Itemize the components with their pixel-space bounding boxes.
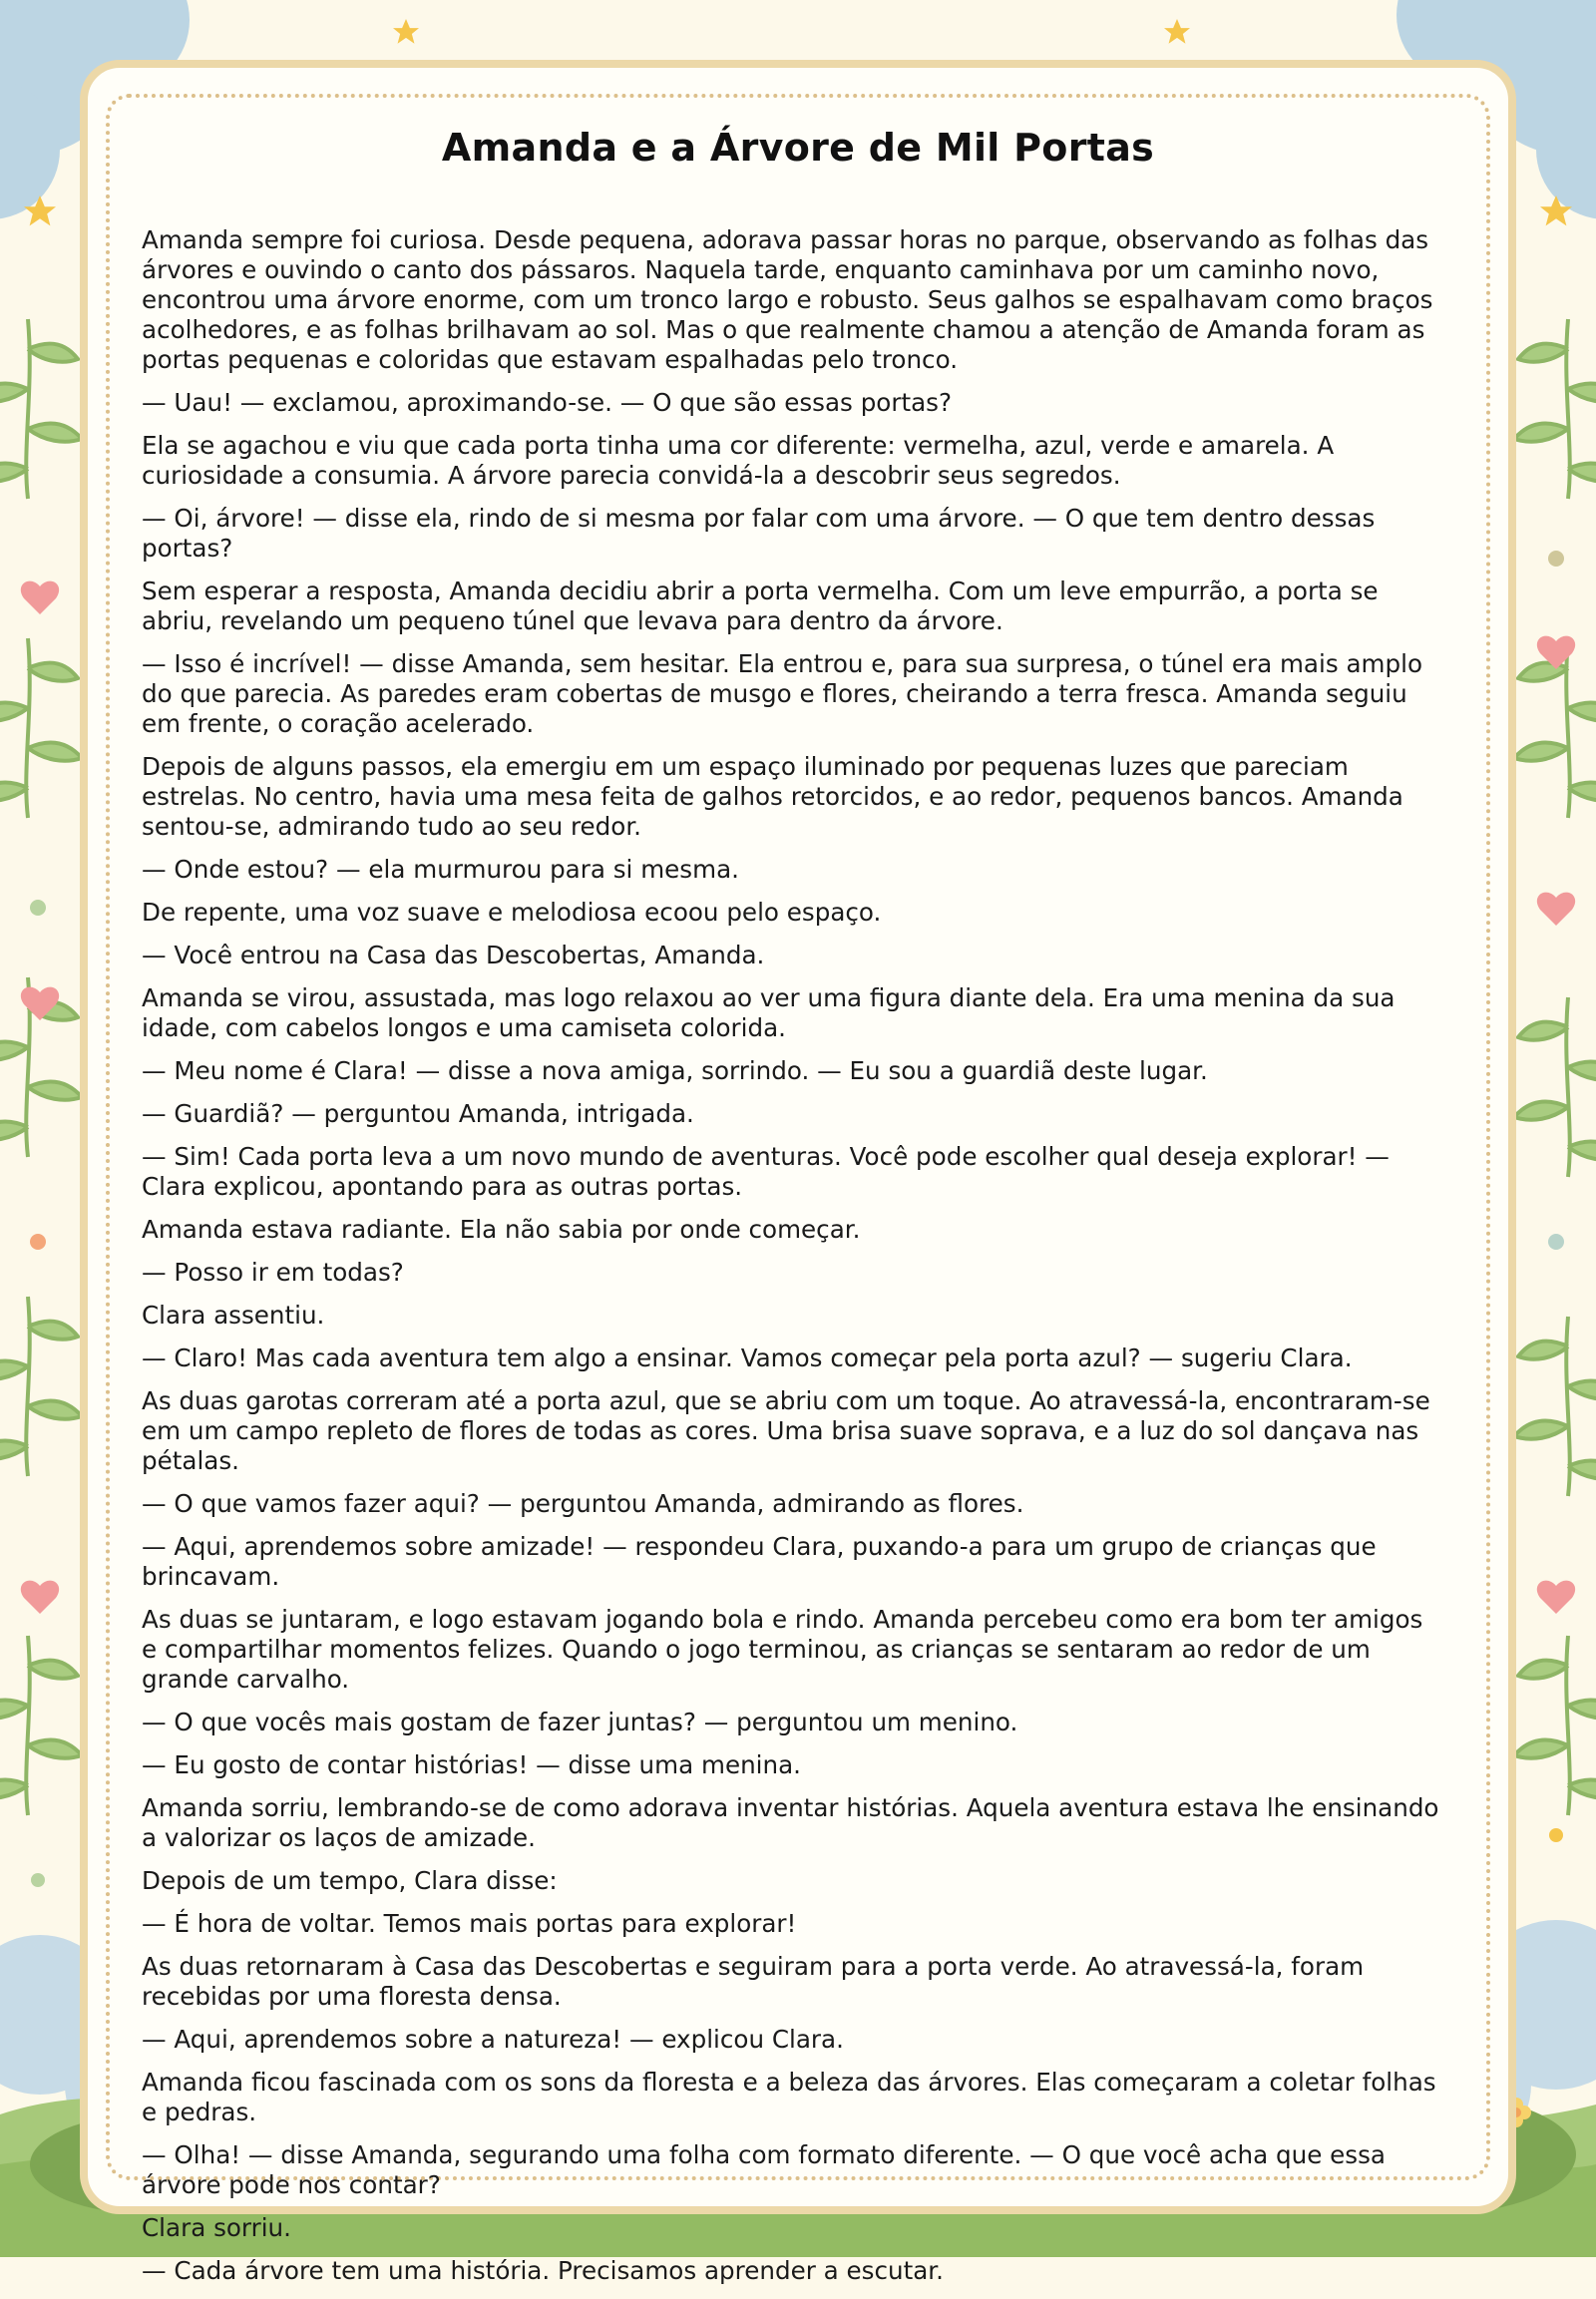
story-paragraph: Amanda sempre foi curiosa. Desde pequena, adorava passar horas no parque, observando as folhas das árvores e ouvindo o canto dos pássaros. Naquela tarde, enquanto caminhava por um caminho novo, encontrou uma árvore enorme, com um tronco largo e robusto. Seus galhos se espalhavam como braços acolhedores, e as folhas brilhavam ao sol. Mas o que realmente chamou a atenção de Amanda foram as portas pequenas e coloridas que estavam espalhadas pelo tronco. [142, 225, 1433, 374]
story-paragraph: — Olha! — disse Amanda, segurando uma folha com formato diferente. — O que você acha que essa árvore pode nos contar? [142, 2140, 1387, 2199]
story-paragraph: Depois de um tempo, Clara disse: [142, 1866, 558, 1895]
story-title: Amanda e a Árvore de Mil Portas [441, 126, 1155, 170]
story-paragraph: Amanda ficou fascinada com os sons da floresta e a beleza das árvores. Elas começaram a coletar folhas e pedras. [142, 2068, 1436, 2126]
story-paragraph: Clara sorriu. [142, 2213, 291, 2242]
story-paragraph: — Isso é incrível! — disse Amanda, sem hesitar. Ela entrou e, para sua surpresa, o túnel era mais amplo do que parecia. As paredes eram cobertas de musgo e flores, cheirando a terra fresca. Amanda seguiu em frente, o coração acelerado. [142, 649, 1422, 738]
story-paragraph: Ela se agachou e viu que cada porta tinha uma cor diferente: vermelha, azul, verde e amarela. A curiosidade a consumia. A árvore parecia convidá-la a descobrir seus segredos. [142, 431, 1335, 490]
story-paragraph: — O que vamos fazer aqui? — perguntou Amanda, admirando as flores. [142, 1489, 1024, 1518]
story-paragraph: Amanda estava radiante. Ela não sabia por onde começar. [142, 1215, 861, 1244]
story-paragraph: Amanda se virou, assustada, mas logo relaxou ao ver uma figura diante dela. Era uma menina da sua idade, com cabelos longos e uma camiseta colorida. [142, 983, 1396, 1042]
story-paragraph: — Claro! Mas cada aventura tem algo a ensinar. Vamos começar pela porta azul? — sugeriu Clara. [142, 1343, 1353, 1372]
story-paragraph: — Uau! — exclamou, aproximando-se. — O que são essas portas? [142, 388, 953, 417]
story-paragraph: — Onde estou? — ela murmurou para si mesma. [142, 855, 739, 884]
story-paragraph: As duas se juntaram, e logo estavam jogando bola e rindo. Amanda percebeu como era bom ter amigos e compartilhar momentos felizes. Quando o jogo terminou, as crianças se sentaram ao redor de um grande carvalho. [142, 1605, 1423, 1694]
story-paragraph: As duas retornaram à Casa das Descobertas e seguiram para a porta verde. Ao atravessá-la, foram recebidas por uma floresta densa. [142, 1952, 1365, 2011]
story-paragraph: — Eu gosto de contar histórias! — disse uma menina. [142, 1750, 801, 1779]
story-paragraph: Clara assentiu. [142, 1301, 325, 1330]
story-paragraph: — Sim! Cada porta leva a um novo mundo de aventuras. Você pode escolher qual deseja explorar! — Clara explicou, apontando para as outras portas. [142, 1142, 1390, 1201]
story-paragraph: — Você entrou na Casa das Descobertas, Amanda. [142, 941, 765, 969]
story-paragraph: — Meu nome é Clara! — disse a nova amiga, sorrindo. — Eu sou a guardiã deste lugar. [142, 1056, 1208, 1085]
story-paragraph: — Guardiã? — perguntou Amanda, intrigada. [142, 1099, 694, 1128]
story-paragraph: Depois de alguns passos, ela emergiu em um espaço iluminado por pequenas luzes que pareciam estrelas. No centro, havia uma mesa feita de galhos retorcidos, e ao redor, pequenos bancos. Amanda sentou-se, admirando tudo ao seu redor. [142, 752, 1403, 841]
story-paragraph: — Aqui, aprendemos sobre amizade! — respondeu Clara, puxando-a para um grupo de crianças que brincavam. [142, 1532, 1377, 1591]
story-paragraph: Amanda sorriu, lembrando-se de como adorava inventar histórias. Aquela aventura estava lhe ensinando a valorizar os laços de amizade. [142, 1793, 1439, 1852]
story-paragraph: Sem esperar a resposta, Amanda decidiu abrir a porta vermelha. Com um leve empurrão, a porta se abriu, revelando um pequeno túnel que levava para dentro da árvore. [142, 576, 1379, 635]
story-paragraph: — Posso ir em todas? [142, 1258, 404, 1287]
story-paragraph: — O que vocês mais gostam de fazer juntas? — perguntou um menino. [142, 1708, 1018, 1736]
story-paragraph: — Cada árvore tem uma história. Precisamos aprender a escutar. [142, 2256, 944, 2285]
story-paragraph: — É hora de voltar. Temos mais portas para explorar! [142, 1909, 797, 1938]
story-paragraph: — Oi, árvore! — disse ela, rindo de si mesma por falar com uma árvore. — O que tem dentro dessas portas? [142, 504, 1376, 563]
story-text [142, 225, 1444, 2299]
story-paragraph: — Aqui, aprendemos sobre a natureza! — explicou Clara. [142, 2025, 844, 2054]
story-paragraph: De repente, uma voz suave e melodiosa ecoou pelo espaço. [142, 898, 882, 927]
story-paragraph: As duas garotas correram até a porta azul, que se abriu com um toque. Ao atravessá-la, encontraram-se em um campo repleto de flores de todas as cores. Uma brisa suave soprava, e a luz do sol dançava nas pétalas. [142, 1386, 1430, 1475]
